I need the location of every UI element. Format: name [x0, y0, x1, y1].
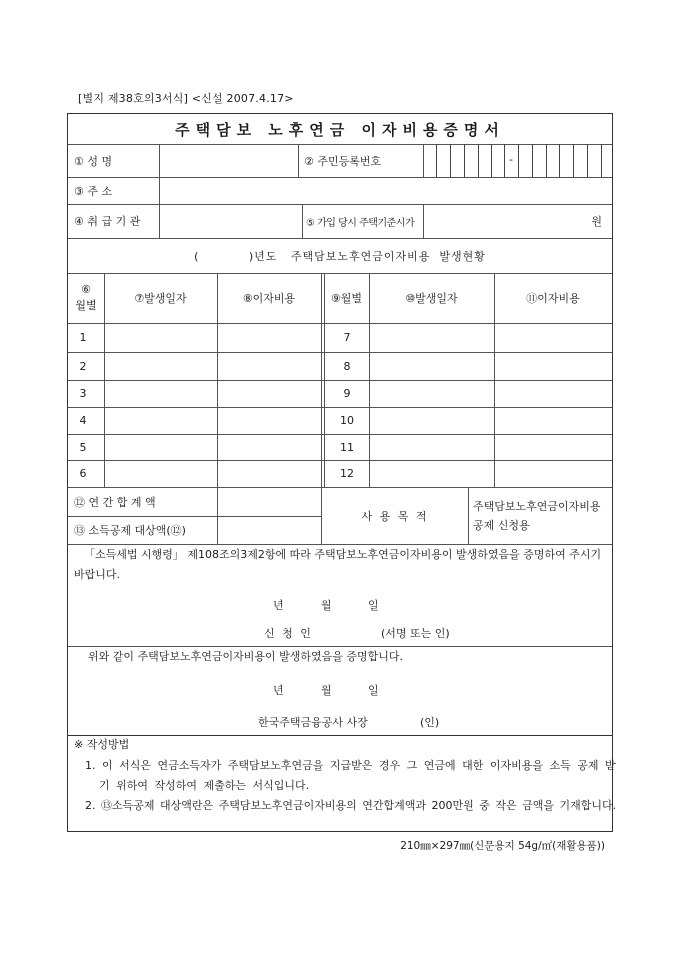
cost-cell-right[interactable]	[495, 323, 612, 352]
month-cell: 5	[79, 440, 87, 454]
cost-header-right: ⑪이자비용	[526, 292, 580, 305]
cost-cell[interactable]	[218, 380, 321, 407]
date-header: ⑦발생일자	[134, 292, 187, 305]
month-cell-right: 10	[340, 414, 354, 427]
name-label: ① 성 명	[74, 154, 113, 168]
cost-cell[interactable]	[218, 352, 321, 380]
date-header-right: ⑩발생일자	[405, 292, 458, 305]
form-title: 주택담보 노후연금 이자비용증명서	[175, 120, 505, 139]
request-year: 년	[273, 599, 284, 612]
address-label: ③ 주 소	[74, 184, 113, 198]
applicant-label: 신 청 인	[264, 627, 313, 640]
month-cell-right: 9	[343, 387, 351, 400]
date-cell-right[interactable]	[370, 380, 494, 407]
annual-total-field[interactable]	[218, 487, 321, 516]
month-cell: 3	[79, 387, 87, 400]
date-cell-right[interactable]	[370, 434, 494, 460]
cost-cell-right[interactable]	[495, 434, 612, 460]
instruction-item-2: 2. ⑬소득공제 대상액란은 주택담보노후연금이자비용의 연간합계액과 200만원 중 작은 금액을 기재합니다.	[85, 799, 617, 812]
paper-spec: 210㎜×297㎜(신문용지 54g/㎡(재활용품))	[400, 840, 605, 852]
month-cell-right: 11	[340, 440, 354, 454]
seal: (인)	[420, 716, 440, 729]
date-cell[interactable]	[105, 323, 217, 352]
cost-cell[interactable]	[218, 434, 321, 460]
institution-label: ④ 취 급 기 관	[74, 215, 141, 228]
cert-month: 월	[321, 684, 332, 697]
request-text: 「소득세법 시행령」 제108조의3제2항에 따라 주택담보노후연금이자비용이 발생하였음을 증명하여 주시기 바랍니다.	[74, 548, 602, 581]
date-cell-right[interactable]	[370, 407, 494, 434]
date-cell-right[interactable]	[370, 460, 494, 487]
date-cell-right[interactable]	[370, 352, 494, 380]
cert-day: 일	[368, 684, 379, 697]
purpose-line-2: 공제 신청용	[473, 518, 530, 532]
date-cell-right[interactable]	[370, 323, 494, 352]
won-unit: 원	[591, 215, 602, 228]
applicant-field[interactable]	[316, 623, 380, 643]
request-month: 월	[321, 599, 332, 612]
cost-cell[interactable]	[218, 407, 321, 434]
month-header-right: ⑨월별	[330, 292, 363, 305]
cost-cell[interactable]	[218, 460, 321, 487]
section-heading: ( )년도 주택담보노후연금이자비용 발생현황	[194, 249, 486, 263]
month-cell: 6	[79, 467, 87, 480]
cost-header: ⑧이자비용	[242, 292, 296, 305]
request-day: 일	[368, 599, 379, 612]
certification-text: 위와 같이 주택담보노후연금이자비용이 발생하였음을 증명합니다.	[88, 650, 404, 663]
month-cell: 2	[79, 359, 87, 373]
certificate-form	[67, 113, 617, 832]
month-cell: 1	[79, 331, 87, 344]
instructions-heading: ※ 작성방법	[74, 738, 130, 751]
rrn-separator: -	[509, 152, 513, 166]
deduction-field[interactable]	[218, 516, 321, 544]
month-cell-right: 12	[340, 467, 354, 480]
month-label: 월별	[75, 299, 97, 312]
month-cell: 4	[79, 414, 87, 427]
date-cell[interactable]	[105, 380, 217, 407]
form-number-note: [별지 제38호의3서식] <신설 2007.4.17>	[78, 92, 294, 105]
annual-total-label: ⑫ 연 간 합 계 액	[74, 495, 156, 509]
date-cell[interactable]	[105, 407, 217, 434]
purpose-label: 사 용 목 적	[361, 509, 429, 523]
month-header	[68, 273, 104, 323]
house-price-field[interactable]	[424, 204, 602, 238]
month-mark: ⑥	[81, 283, 91, 296]
rrn-label: ② 주민등록번호	[304, 154, 382, 168]
cost-cell-right[interactable]	[495, 352, 612, 380]
date-cell[interactable]	[105, 460, 217, 487]
name-field[interactable]	[160, 144, 298, 177]
purpose-line-1: 주택담보노후연금이자비용	[473, 499, 601, 513]
date-cell[interactable]	[105, 434, 217, 460]
cost-cell-right[interactable]	[495, 380, 612, 407]
address-field[interactable]	[160, 177, 612, 204]
institution-field[interactable]	[160, 204, 302, 238]
cert-year: 년	[273, 684, 284, 697]
cost-cell[interactable]	[218, 323, 321, 352]
rrn-field[interactable]	[423, 144, 612, 177]
signature-label: (서명 또는 인)	[381, 627, 450, 640]
house-price-label: ⑤ 가입 당시 주택기준시가	[306, 217, 415, 229]
month-cell-right: 7	[343, 331, 351, 344]
date-cell[interactable]	[105, 352, 217, 380]
issuer: 한국주택금융공사 사장	[258, 716, 368, 729]
purpose-value	[473, 487, 612, 544]
cost-cell-right[interactable]	[495, 407, 612, 434]
month-cell-right: 8	[343, 359, 351, 373]
deduction-label: ⑬ 소득공제 대상액(⑫)	[74, 524, 186, 537]
instruction-item-1: 1. 이 서식은 연금소득자가 주택담보노후연금을 지급받은 경우 그 연금에 대한 이자비용을 소득 공제 받기 위하여 작성하여 제출하는 서식입니다.	[85, 759, 616, 792]
cost-cell-right[interactable]	[495, 460, 612, 487]
